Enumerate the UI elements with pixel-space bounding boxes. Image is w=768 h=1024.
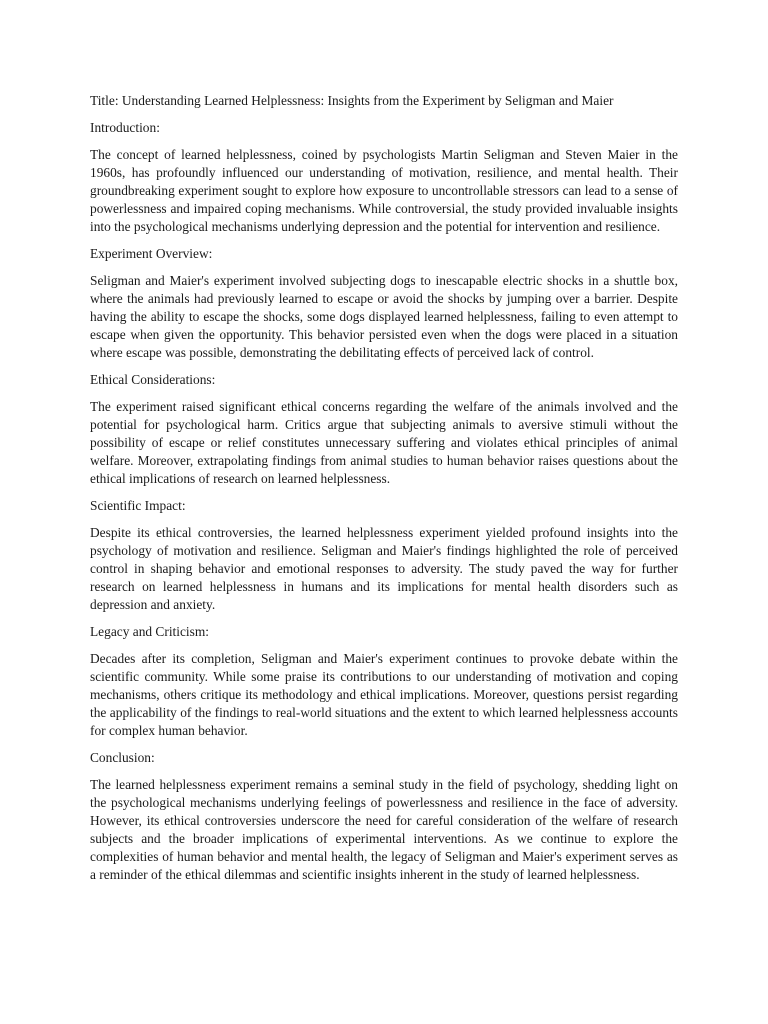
section-body-scientific-impact: Despite its ethical controversies, the learned helplessness experiment yielded profound insights into the psychology of motivation and resilience. Seligman and Maier's findings highlighted the role of perceived control in shaping behavior and emotional responses to adversity. The study paved the way for further research on learned helplessness in humans and its implications for mental health disorders such as depression and anxiety. — [90, 525, 678, 612]
document-title: Title: Understanding Learned Helplessness: Insights from the Experiment by Seligman and Maier — [90, 93, 614, 108]
section-heading-conclusion: Conclusion: — [90, 750, 155, 765]
section-body-introduction: The concept of learned helplessness, coined by psychologists Martin Seligman and Steven Maier in the 1960s, has profoundly influenced our understanding of motivation, resilience, and mental health. Their groundbreaking experiment sought to explore how exposure to uncontrollable stressors can lead to a sense of powerlessness and impaired coping mechanisms. While controversial, the study provided invaluable insights into the psychological mechanisms underlying depression and the potential for intervention and resilience. — [90, 147, 678, 234]
section-heading-ethical-considerations: Ethical Considerations: — [90, 372, 216, 387]
section-body-experiment-overview: Seligman and Maier's experiment involved subjecting dogs to inescapable electric shocks in a shuttle box, where the animals had previously learned to escape or avoid the shocks by jumping over a barrier. Despite having the ability to escape the shocks, some dogs displayed learned helplessness, failing to even attempt to escape when given the opportunity. This behavior persisted even when the dogs were placed in a situation where escape was possible, demonstrating the debilitating effects of perceived lack of control. — [90, 273, 678, 360]
section-heading-legacy-and-criticism: Legacy and Criticism: — [90, 624, 209, 639]
section-heading-experiment-overview: Experiment Overview: — [90, 246, 213, 261]
document-page — [90, 92, 678, 893]
section-heading-introduction: Introduction: — [90, 120, 160, 135]
section-body-conclusion: The learned helplessness experiment remains a seminal study in the field of psychology, shedding light on the psychological mechanisms underlying feelings of powerlessness and resilience in the face of adversity. However, its ethical controversies underscore the need for careful consideration of the welfare of research subjects and the broader implications of experimental interventions. As we continue to explore the complexities of human behavior and mental health, the legacy of Seligman and Maier's experiment serves as a reminder of the ethical dilemmas and scientific insights inherent in the study of learned helplessness. — [90, 777, 678, 882]
section-body-legacy-and-criticism: Decades after its completion, Seligman and Maier's experiment continues to provoke debate within the scientific community. While some praise its contributions to our understanding of motivation and coping mechanisms, others critique its methodology and ethical implications. Moreover, questions persist regarding the applicability of the findings to real-world situations and the extent to which learned helplessness accounts for complex human behavior. — [90, 651, 678, 738]
section-heading-scientific-impact: Scientific Impact: — [90, 498, 186, 513]
section-body-ethical-considerations: The experiment raised significant ethical concerns regarding the welfare of the animals involved and the potential for psychological harm. Critics argue that subjecting animals to aversive stimuli without the possibility of escape or relief constitutes unnecessary suffering and violates ethical principles of animal welfare. Moreover, extrapolating findings from animal studies to human behavior raises questions about the ethical implications of research on learned helplessness. — [90, 399, 678, 486]
